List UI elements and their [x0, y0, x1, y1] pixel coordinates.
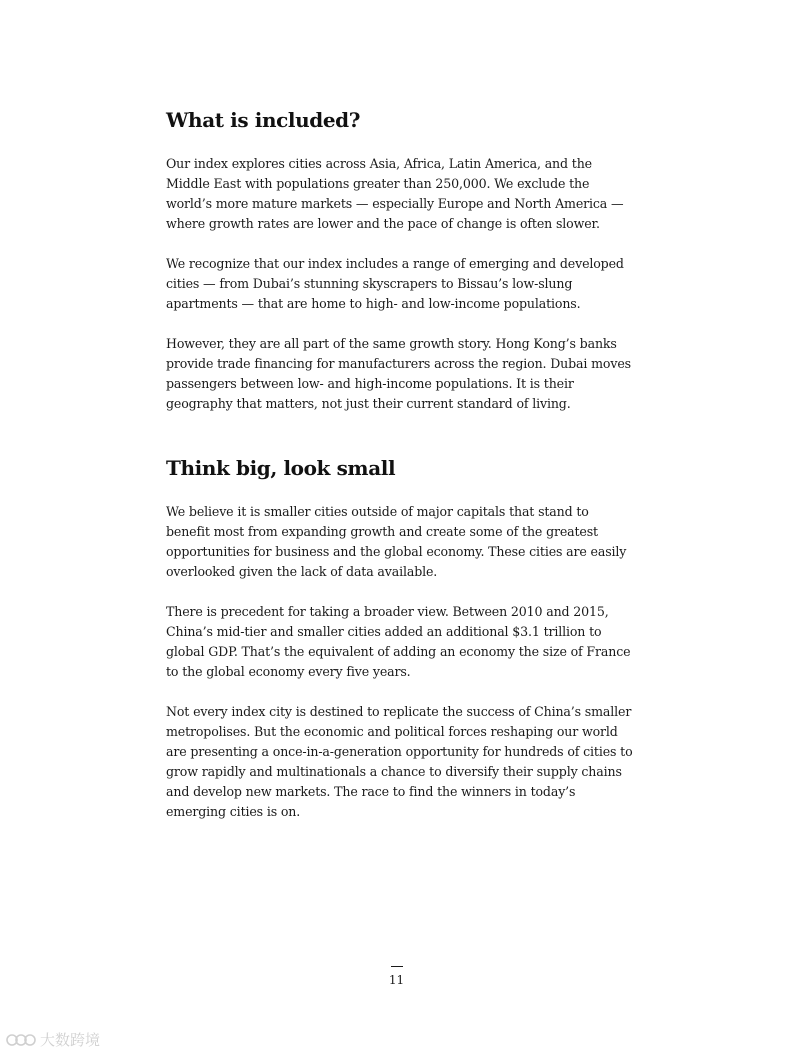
- watermark-text: 大数跨境: [40, 1031, 101, 1049]
- paragraph: There is precedent for taking a broader view. Between 2010 and 2015, China’s mid-tier and smaller cities added an additional $3.1 trillion to global GDP. That’s the equivalent of adding an economy the size of France to the global economy every five years.: [166, 604, 631, 679]
- section-heading: What is included?: [166, 108, 361, 132]
- page-content: [166, 106, 634, 842]
- paragraph: We believe it is smaller cities outside of major capitals that stand to benefit most from expanding growth and create some of the greatest opportunities for business and the global economy. These cities are easily overlooked given the lack of data available.: [166, 504, 627, 579]
- paragraph: Our index explores cities across Asia, Africa, Latin America, and the Middle East with populations greater than 250,000. We exclude the world’s more mature markets — especially Europe and North America — where growth rates are lower and the pace of change is often slower.: [166, 156, 624, 231]
- watermark-logo-icon: [6, 1032, 36, 1048]
- section-heading: Think big, look small: [166, 456, 396, 480]
- page-number-text: 11: [388, 973, 405, 987]
- section-what-is-included: [166, 106, 634, 414]
- section-think-big: [166, 454, 634, 822]
- page-number-rule: [391, 966, 403, 967]
- page-number: [0, 966, 793, 987]
- paragraph: However, they are all part of the same growth story. Hong Kong’s banks provide trade financing for manufacturers across the region. Dubai moves passengers between low- and high-income populations. It is their geography that matters, not just their current standard of living.: [166, 336, 631, 411]
- paragraph: Not every index city is destined to replicate the success of China’s smaller metropolises. But the economic and political forces reshaping our world are presenting a once-in-a-generation opportunity for hundreds of cities to grow rapidly and multinationals a chance to diversify their supply chains and develop new markets. The race to find the winners in today’s emerging cities is on.: [166, 704, 633, 819]
- watermark: [6, 1029, 100, 1050]
- paragraph: We recognize that our index includes a range of emerging and developed cities — from Dubai’s stunning skyscrapers to Bissau’s low-slung apartments — that are home to high- and low-income populations.: [166, 256, 624, 311]
